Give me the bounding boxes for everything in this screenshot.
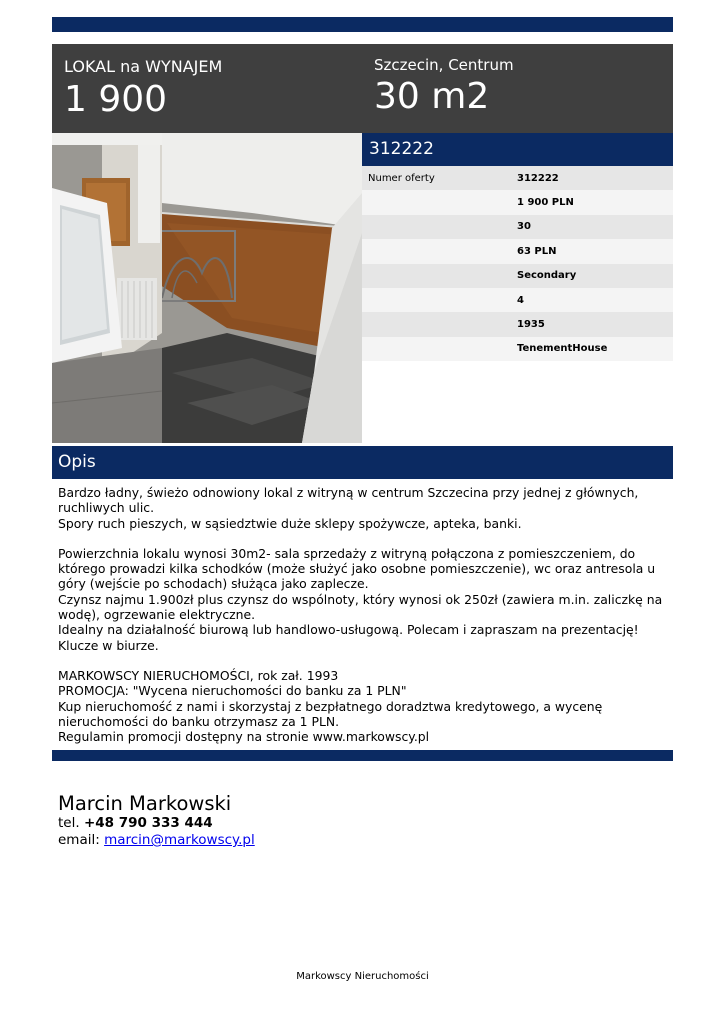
details-row (362, 337, 673, 361)
top-accent-bar (52, 17, 673, 32)
property-photo (52, 133, 362, 443)
listing-area: 30 m2 (374, 76, 490, 117)
details-row (362, 239, 673, 263)
offer-number-heading: 312222 (362, 133, 673, 166)
listing-location: Szczecin, Centrum (374, 56, 514, 74)
details-value: Secondary (517, 270, 577, 282)
details-value: 63 PLN (517, 245, 557, 257)
details-value: TenementHouse (517, 343, 608, 355)
details-value: 30 (517, 221, 531, 233)
details-row (362, 215, 673, 239)
phone-label: tel. (58, 815, 80, 831)
description-heading: Opis (52, 446, 673, 479)
details-value: 1935 (517, 319, 545, 331)
details-row (362, 166, 673, 190)
email-line (58, 832, 255, 849)
details-row (362, 264, 673, 288)
listing-type: LOKAL na WYNAJEM (64, 57, 223, 76)
phone-line (58, 815, 255, 832)
listing-price: 1 900 (64, 79, 168, 120)
details-value: 312222 (517, 172, 559, 184)
details-label: Numer oferty (368, 172, 435, 184)
description-paragraph: MARKOWSCY NIERUCHOMOŚCI, rok zał. 1993 PROMOCJA: "Wycena nieruchomości do banku za 1 PLN" Kup nieruchomość z nami i skorzystaj z bezpłatnego doradztwa kredytowego, a wycenę nieruchomości do banku otrzymasz za 1 PLN. Regulamin promocji dostępny na stronie www.markowscy.pl (58, 667, 603, 745)
email-label: email: (58, 832, 100, 848)
property-photo-image (52, 133, 362, 443)
bottom-accent-bar (52, 750, 673, 761)
description-body (58, 485, 668, 744)
footer-company: Markowscy Nieruchomości (296, 971, 429, 982)
description-paragraph: Bardzo ładny, świeżo odnowiony lokal z witryną w centrum Szczecina przy jednej z głównych, ruchliwych ulic. Spory ruch pieszych, w sąsiedztwie duże sklepy spożywcze, apteka, banki. (58, 485, 639, 531)
phone-number: +48 790 333 444 (83, 815, 213, 831)
details-row (362, 190, 673, 214)
header-left (64, 57, 222, 120)
details-value: 1 900 PLN (517, 197, 574, 209)
email-link[interactable]: marcin@markowscy.pl (104, 832, 255, 848)
details-row (362, 312, 673, 336)
description-paragraph: Powierzchnia lokalu wynosi 30m2- sala sprzedaży z witryną połączona z pomieszczeniem, do którego prowadzi kilka schodków (może służyć jako osobne pomieszczenie), wc oraz antresola u góry (wejście po schodach) służąca jako zaplecze. Czynsz najmu 1.900zł plus czynsz do wspólnoty, który wynosi ok 250zł (zawiera m.in. zaliczkę na wodę), ogrzewanie elektryczne. Idealny na działalność biurową lub handlowo-usługową. Polecam i zapraszam na prezentację! Klucze w biurze. (58, 545, 663, 653)
listing-header (52, 44, 673, 133)
agent-contact (58, 793, 255, 849)
details-value: 4 (517, 294, 524, 306)
offer-details-table (362, 166, 673, 361)
header-right (374, 56, 514, 117)
details-row (362, 288, 673, 312)
agent-name: Marcin Markowski (58, 792, 232, 815)
